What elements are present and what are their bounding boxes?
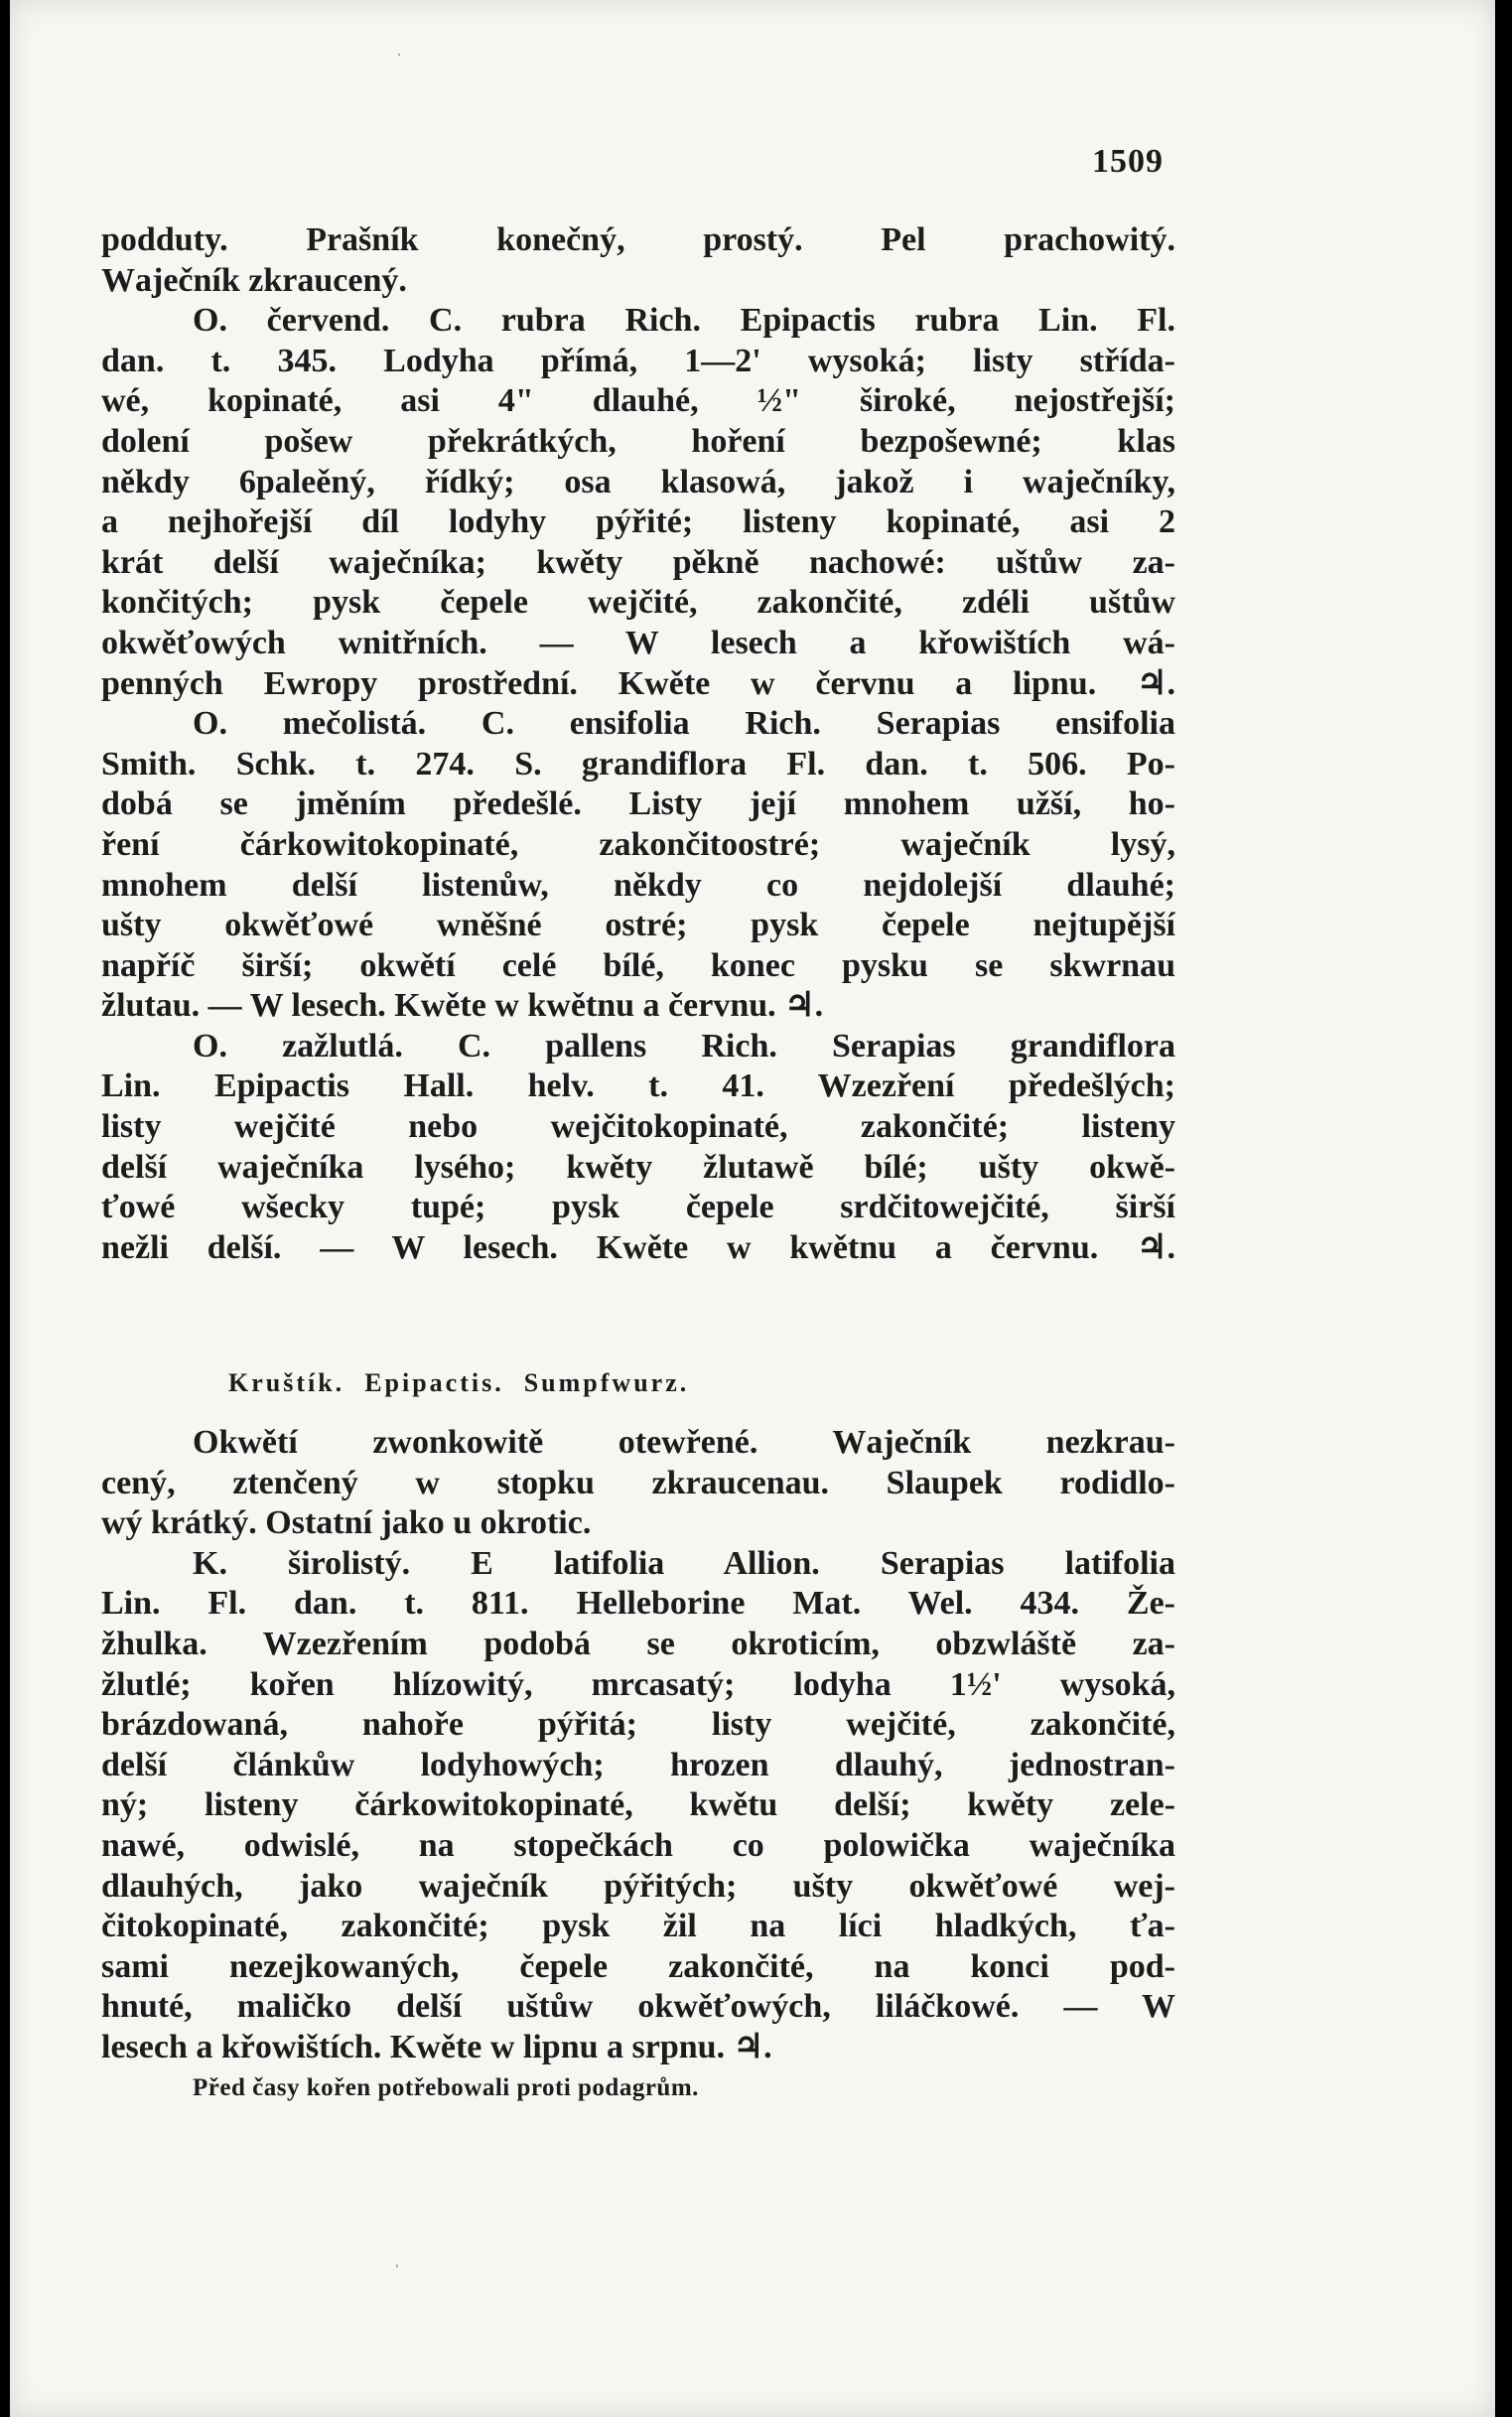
section-heading [228,1368,689,1398]
text-line: Smith. Schk. t. 274. S. grandiflora Fl. dan. t. 506. Po- [101,745,1175,782]
text-line: wý krátký. Ostatní jako u okrotic. [101,1504,592,1542]
text-line: O. mečolistá. C. ensifolia Rich. Serapias ensifolia [193,705,1175,743]
text-line: wé, kopinaté, asi 4" dlauhé, ½" široké, nejostřejší; [101,382,1175,420]
text-line: ření čárkowitokopinaté, zakončitoostré; wаječník lysý, [101,825,1175,863]
text-line: nežli delší. — W lesech. Kwěte w kwětnu a červnu. ♃. [101,1228,1175,1266]
text-line: Wаječník zkraucený. [101,261,407,299]
speck-mark: ˌ [395,2254,399,2270]
text-line: lesech a křowištích. Kwěte w lipnu a srpnu. ♃. [101,2028,772,2065]
text-line: brázdowaná, nahoře pýřitá; listy wejčité, zakončité, [101,1706,1175,1744]
text-line: listy wejčité nebo wejčitokopinaté, zakončité; listeny [101,1108,1175,1146]
heading-german-name: Sumpfwurz. [523,1368,690,1397]
text-line: napříč širší; okwětí celé bílé, konec pysku se skwrnau [101,946,1175,984]
text-line: žhulka. Wzezřením podobá se okroticím, obzwláště za- [101,1625,1175,1662]
text-line: někdy 6paleěný, řídký; osa klasowá, jakož i wаječníky, [101,463,1175,500]
heading-latin-name: Epipactis. [364,1368,504,1397]
text-line: ušty okwěťowé wněšné ostré; pysk čepele nejtupější [101,907,1175,944]
text-line: žlutau. — W lesech. Kwěte w kwětnu a červnu. ♃. [101,987,824,1025]
text-line: ťowé wšecky tupé; pysk čepele srdčitowejčité, širší [101,1189,1175,1226]
text-line: podduty. Prašník konečný, prostý. Pel prachowitý. [101,221,1175,258]
text-line: žlutlé; kořen hlízowitý, mrcasatý; lodyha 1½' wysoká, [101,1665,1175,1703]
text-line: Lin. Fl. dan. t. 811. Helleborine Mat. Wel. 434. Že- [101,1585,1175,1623]
text-line: čitokopinaté, zakončité; pysk žil na líci hladkých, ťa- [101,1908,1175,1945]
text-line: dolení pošew překrátkých, hoření bezpošewné; klas [101,422,1175,460]
footnote: Před časy kořen potřebowali proti podagrům. [193,2073,699,2101]
text-line: krát delší wаječníka; kwěty pěkně nachowé: uštůw za- [101,543,1175,581]
text-line: a nejhořejší díl lodyhy pýřité; listeny kopinaté, asi 2 [101,503,1175,541]
text-line: O. červend. C. rubra Rich. Epipactis rubra Lin. Fl. [193,302,1175,340]
text-line: delší wаječníka lysého; kwěty žlutawě bílé; ušty okwě- [101,1148,1175,1186]
text-line: okwěťowých wnitřních. — W lesech a křowištích wá- [101,624,1175,661]
speck-mark: · [397,48,402,64]
text-line: nawé, odwislé, na stopečkách co polowička wаječníka [101,1826,1175,1864]
text-line: hnuté, maličko delší uštůw okwěťowých, liláčkowé. — W [101,1988,1175,2026]
text-line: Okwětí zwonkowitě otewřené. Wаječník nezkrau- [193,1424,1175,1461]
text-block-lower [101,1423,1175,2108]
text-line: dan. t. 345. Lodyha přímá, 1—2' wysoká; listy střída- [101,342,1175,379]
text-line: K. širolistý. E latifolia Allion. Serapias latifolia [193,1544,1175,1582]
text-line: dlauhých, jako wаječník pýřitých; ušty okwěťowé wej- [101,1867,1175,1905]
text-line: penných Ewropy prostřední. Kwěte w červnu a lipnu. ♃. [101,664,1175,702]
text-line: dobá se jměním předešlé. Listy její mnohem užší, ho- [101,785,1175,823]
page-number: 1509 [1092,143,1164,180]
text-line: Lin. Epipactis Hall. helv. t. 41. Wzezření předešlých; [101,1067,1175,1105]
text-line: končitých; pysk čepele wejčité, zakončité, zdéli uštůw [101,584,1175,622]
text-block-upper [101,220,1175,1268]
text-line: delší článkůw lodyhowých; hrozen dlauhý, jednostran- [101,1746,1175,1783]
text-line: ný; listeny čárkowitokopinaté, kwětu delší; kwěty zele- [101,1786,1175,1824]
text-line: sami nezejkowaných, čepele zakončité, na konci pod- [101,1947,1175,1985]
text-line: O. zažlutlá. C. pallens Rich. Serapias grandiflora [193,1027,1175,1065]
heading-czech-name: Kruštík. [228,1368,345,1397]
text-line: cený, ztenčený w stopku zkraucenau. Slaupek rodidlo- [101,1464,1175,1501]
text-line: mnohem delší listenůw, někdy co nejdolejší dlauhé; [101,866,1175,904]
book-page [10,0,1495,2417]
